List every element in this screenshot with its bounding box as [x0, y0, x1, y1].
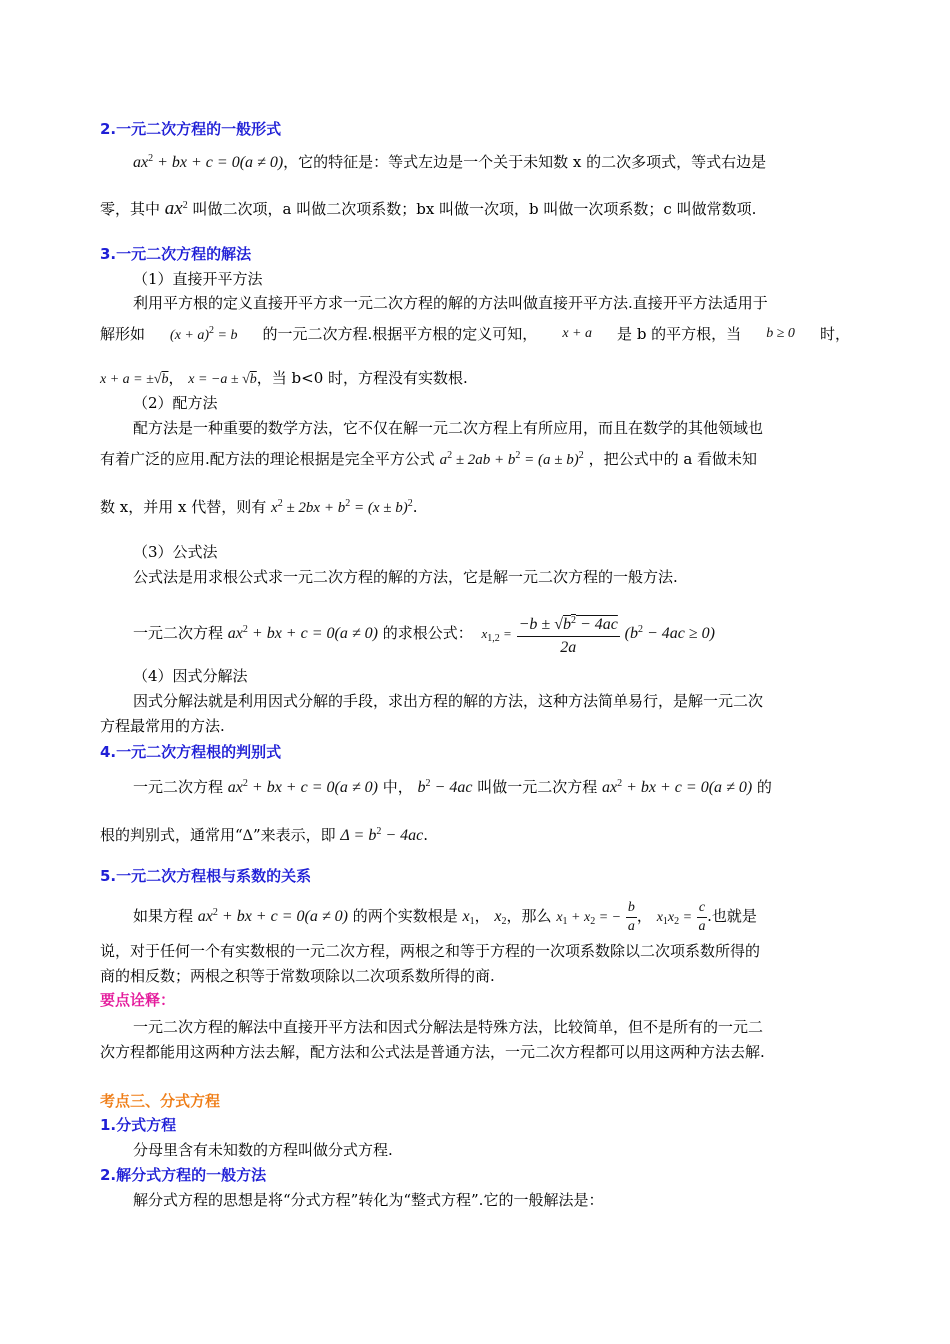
math-equation: $a^2 \pm 2ab + b^2 = (a \pm b)^2$	[439, 450, 584, 468]
paragraph-line: 说，对于任何一个有实数根的一元二次方程，两根之和等于方程的一次项系数除以二次项系数所得的	[100, 942, 761, 960]
paragraph-line: 利用平方根的定义直接开平方求一元二次方程的解的方法叫做直接开平方法.直接开平方法适用于	[133, 294, 768, 312]
math-term: $ax^2$	[164, 198, 188, 219]
section-heading: 2.解分式方程的一般方法	[100, 1166, 267, 1184]
paragraph-line: 一元二次方程的解法中直接开平方法和因式分解法是特殊方法，比较简单，但不是所有的一元二	[133, 1018, 764, 1036]
math-term: $x_1x_2$ =	[656, 910, 693, 927]
paragraph-line: 分母里含有未知数的方程叫做分式方程.	[133, 1141, 393, 1159]
method-title: （1）直接开平方法	[133, 270, 263, 288]
paragraph-line: 方程最常用的方法.	[100, 717, 225, 735]
topic-heading: 考点三、分式方程	[100, 1092, 221, 1110]
paragraph-line: 公式法是用求根公式求一元二次方程的解的方法，它是解一元二次方程的一般方法.	[133, 568, 678, 586]
math-condition: $(b^2 - 4ac \ge 0)$	[624, 624, 715, 642]
root-x1: $x_1$	[462, 908, 475, 927]
paragraph-line: 解分式方程的思想是将“分式方程”转化为“整式方程”.它的一般解法是：	[133, 1191, 604, 1209]
math-term: x + a	[562, 325, 593, 341]
paragraph-line: 根的判别式，通常用“Δ”来表示，即 $\Delta = b^2 - 4ac$.	[100, 826, 429, 844]
paragraph-line: 零，其中 $ax^2$ 叫做二次项，a 叫做二次项系数；bx 叫做一次项，b 叫做一次项系数；c 叫做常数项.	[100, 198, 757, 219]
math-equation: $\Delta = b^2 - 4ac$	[340, 826, 424, 844]
math-equation: $ax^2$ + bx + c = 0(a ≠ 0)	[197, 907, 348, 925]
delta-symbol: Δ	[242, 827, 253, 844]
paragraph-line: 数 x，并用 x 代替，则有 $x^2 \pm 2bx + b^2 = (x \pm b)^2$.	[100, 498, 418, 516]
root-x2: $x_2$	[494, 908, 507, 927]
math-equation: $x^2 \pm 2bx + b^2 = (x \pm b)^2$	[271, 498, 413, 516]
paragraph-line: 一元二次方程 $ax^2$ + bx + c = 0(a ≠ 0) 中， $b^2 - 4ac$ 叫做一元二次方程 $ax^2$ + bx + c = 0(a ≠ 0) 的	[133, 778, 772, 796]
math-equation: $ax^2$ + bx + c = 0(a ≠ 0)	[133, 153, 284, 171]
paragraph-line: 如果方程 $ax^2$ + bx + c = 0(a ≠ 0) 的两个实数根是 $x_1$， $x_2$，那么 $x_1 + x_2$ = − $\frac{b}{a}$ ， $x_1x_2$ = $\frac{c}{a}$ .也就是	[133, 899, 757, 934]
paragraph-line: 因式分解法就是利用因式分解的手段，求出方程的解的方法，这种方法简单易行，是解一元二次	[133, 692, 764, 710]
math-equation: x + a = ±√b	[100, 372, 169, 387]
sum-fraction: $\frac{b}{a}$	[627, 899, 635, 934]
math-equation: $ax^2$ + bx + c = 0(a ≠ 0)	[602, 778, 753, 796]
math-term: $x_{1,2}$ =	[481, 626, 512, 644]
paragraph-line: 有着广泛的应用.配方法的理论根据是完全平方公式 $a^2 \pm 2ab + b^2 = (a \pm b)^2$ ，把公式中的 a 看做未知	[100, 450, 758, 468]
paragraph-line: 配方法是一种重要的数学方法，它不仅在解一元二次方程上有所应用，而且在数学的其他领域也	[133, 419, 764, 437]
section-heading: 3.一元二次方程的解法	[100, 245, 252, 263]
math-equation: x = −a ± √b	[188, 372, 257, 387]
paragraph-line: x + a = ±√b， x = −a ± √b，当 b<0 时，方程没有实数根.	[100, 369, 468, 387]
math-equation: $ax^2$ + bx + c = 0(a ≠ 0)	[227, 778, 378, 796]
method-title: （3）公式法	[133, 543, 218, 561]
paragraph-line: $ax^2$ + bx + c = 0(a ≠ 0)，它的特征是：等式左边是一个关于未知数 x 的二次多项式，等式右边是	[133, 153, 767, 171]
quadratic-formula-fraction: $\frac{-b \pm √b^2 - 4ac}{2a}$	[517, 610, 620, 659]
section-heading: 5.一元二次方程根与系数的关系	[100, 867, 312, 885]
math-term: $x_1 + x_2$ = −	[556, 910, 622, 927]
product-fraction: $\frac{c}{a}$	[698, 899, 706, 934]
notes-heading: 要点诠释：	[100, 991, 176, 1009]
math-term: $b^2 - 4ac$	[417, 778, 473, 796]
math-term: b ≥ 0	[766, 325, 795, 341]
section-heading: 4.一元二次方程根的判别式	[100, 743, 282, 761]
paragraph-line: 商的相反数；两根之积等于常数项除以二次项系数所得的商.	[100, 967, 495, 985]
paragraph-line: 次方程都能用这两种方法去解，配方法和公式法是普通方法，一元二次方程都可以用这两种方法去解.	[100, 1043, 765, 1061]
paragraph-line: 一元二次方程 $ax^2$ + bx + c = 0(a ≠ 0) 的求根公式： $x_{1,2}$ = $\frac{-b \pm √b^2 - 4ac}{2a}$ $(b^2 - 4ac \ge 0)$	[133, 602, 715, 658]
method-title: （4）因式分解法	[133, 667, 248, 685]
paragraph-line: 解形如 $(x + a)^2 = b$ 的一元二次方程.根据平方根的定义可知， x + a 是 b 的平方根，当 b ≥ 0 时，	[100, 321, 850, 346]
section-heading: 1.分式方程	[100, 1116, 177, 1134]
math-equation: $ax^2$ + bx + c = 0(a ≠ 0)	[227, 624, 378, 642]
section-heading: 2.一元二次方程的一般形式	[100, 120, 282, 138]
math-equation: $(x + a)^2 = b$	[170, 325, 238, 343]
method-title: （2）配方法	[133, 394, 218, 412]
